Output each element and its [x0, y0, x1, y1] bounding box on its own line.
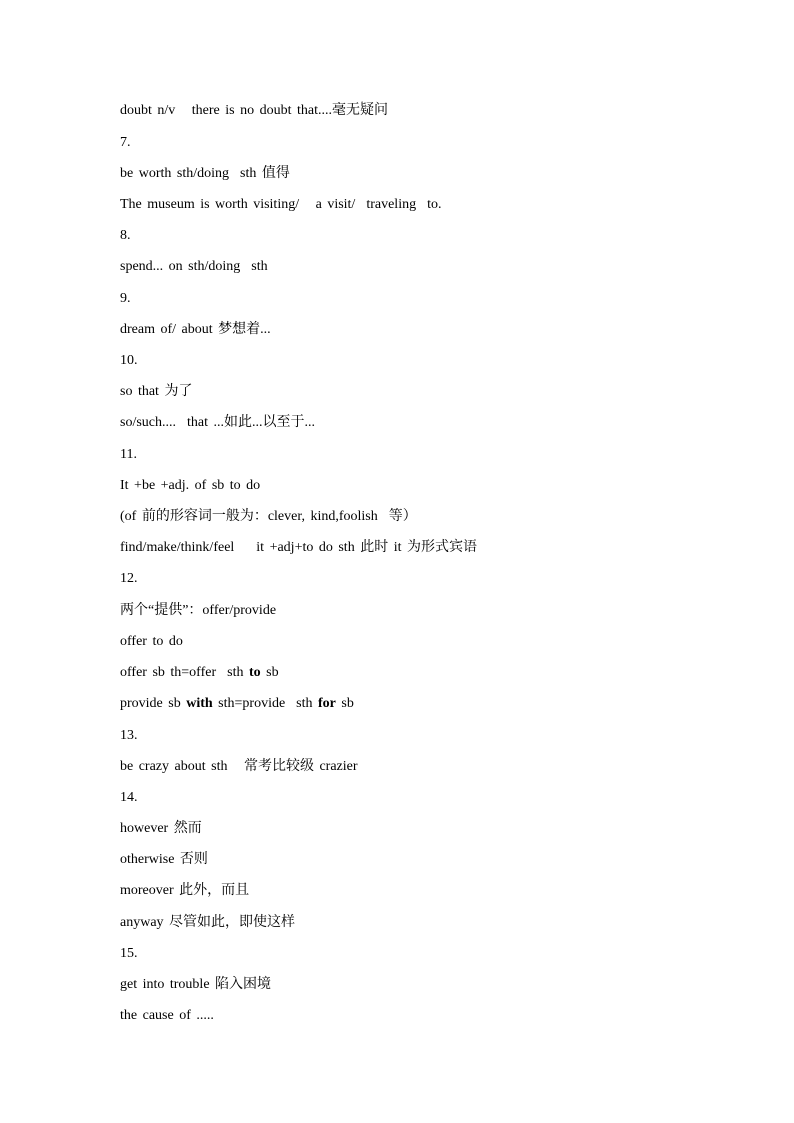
text-line: be worth sth/doing sth 值得 — [120, 166, 290, 181]
item-number: 12. — [120, 571, 138, 586]
text-segment: sth=provide sth — [212, 696, 319, 711]
item-number: 8. — [120, 228, 131, 243]
item-number: 14. — [120, 790, 138, 805]
text-line: find/make/think/feel it +adj+to do sth 此时 it 为形式宾语 — [120, 540, 477, 555]
text-line: doubt n/v there is no doubt that....毫无疑问 — [120, 103, 388, 118]
item-number: 10. — [120, 353, 138, 368]
text-line: however 然而 — [120, 821, 202, 836]
item-number: 11. — [120, 447, 137, 462]
text-segment: sb — [335, 696, 354, 711]
bold-keyword: for — [318, 696, 336, 711]
text-line: It +be +adj. of sb to do — [120, 478, 261, 493]
text-line: moreover 此外，而且 — [120, 883, 250, 898]
text-line: the cause of ..... — [120, 1008, 214, 1023]
text-line: so/such.... that ...如此...以至于... — [120, 415, 315, 430]
text-line: get into trouble 陷入困境 — [120, 977, 272, 992]
text-line: be crazy about sth 常考比较级 crazier — [120, 759, 358, 774]
text-line: offer to do — [120, 634, 183, 649]
text-line: otherwise 否则 — [120, 852, 208, 867]
text-line: so that 为了 — [120, 384, 193, 399]
text-line: spend... on sth/doing sth — [120, 259, 268, 274]
text-line: The museum is worth visiting/ a visit/ traveling to. — [120, 197, 442, 212]
text-line — [120, 664, 279, 682]
text-segment: sb — [260, 665, 279, 680]
text-segment: offer sb th=offer sth — [120, 665, 249, 680]
text-line: dream of/ about 梦想着... — [120, 322, 271, 337]
item-number: 15. — [120, 946, 138, 961]
text-line — [120, 695, 354, 713]
item-number: 13. — [120, 728, 138, 743]
bold-keyword: to — [248, 665, 261, 680]
text-line: (of 前的形容词一般为：clever, kind,foolish 等） — [120, 509, 417, 524]
text-line: 两个“提供”：offer/provide — [120, 603, 277, 618]
item-number: 7. — [120, 135, 131, 150]
item-number: 9. — [120, 291, 131, 306]
text-segment: provide sb — [120, 696, 187, 711]
text-line: anyway 尽管如此，即使这样 — [120, 915, 296, 930]
bold-keyword: with — [186, 696, 213, 711]
